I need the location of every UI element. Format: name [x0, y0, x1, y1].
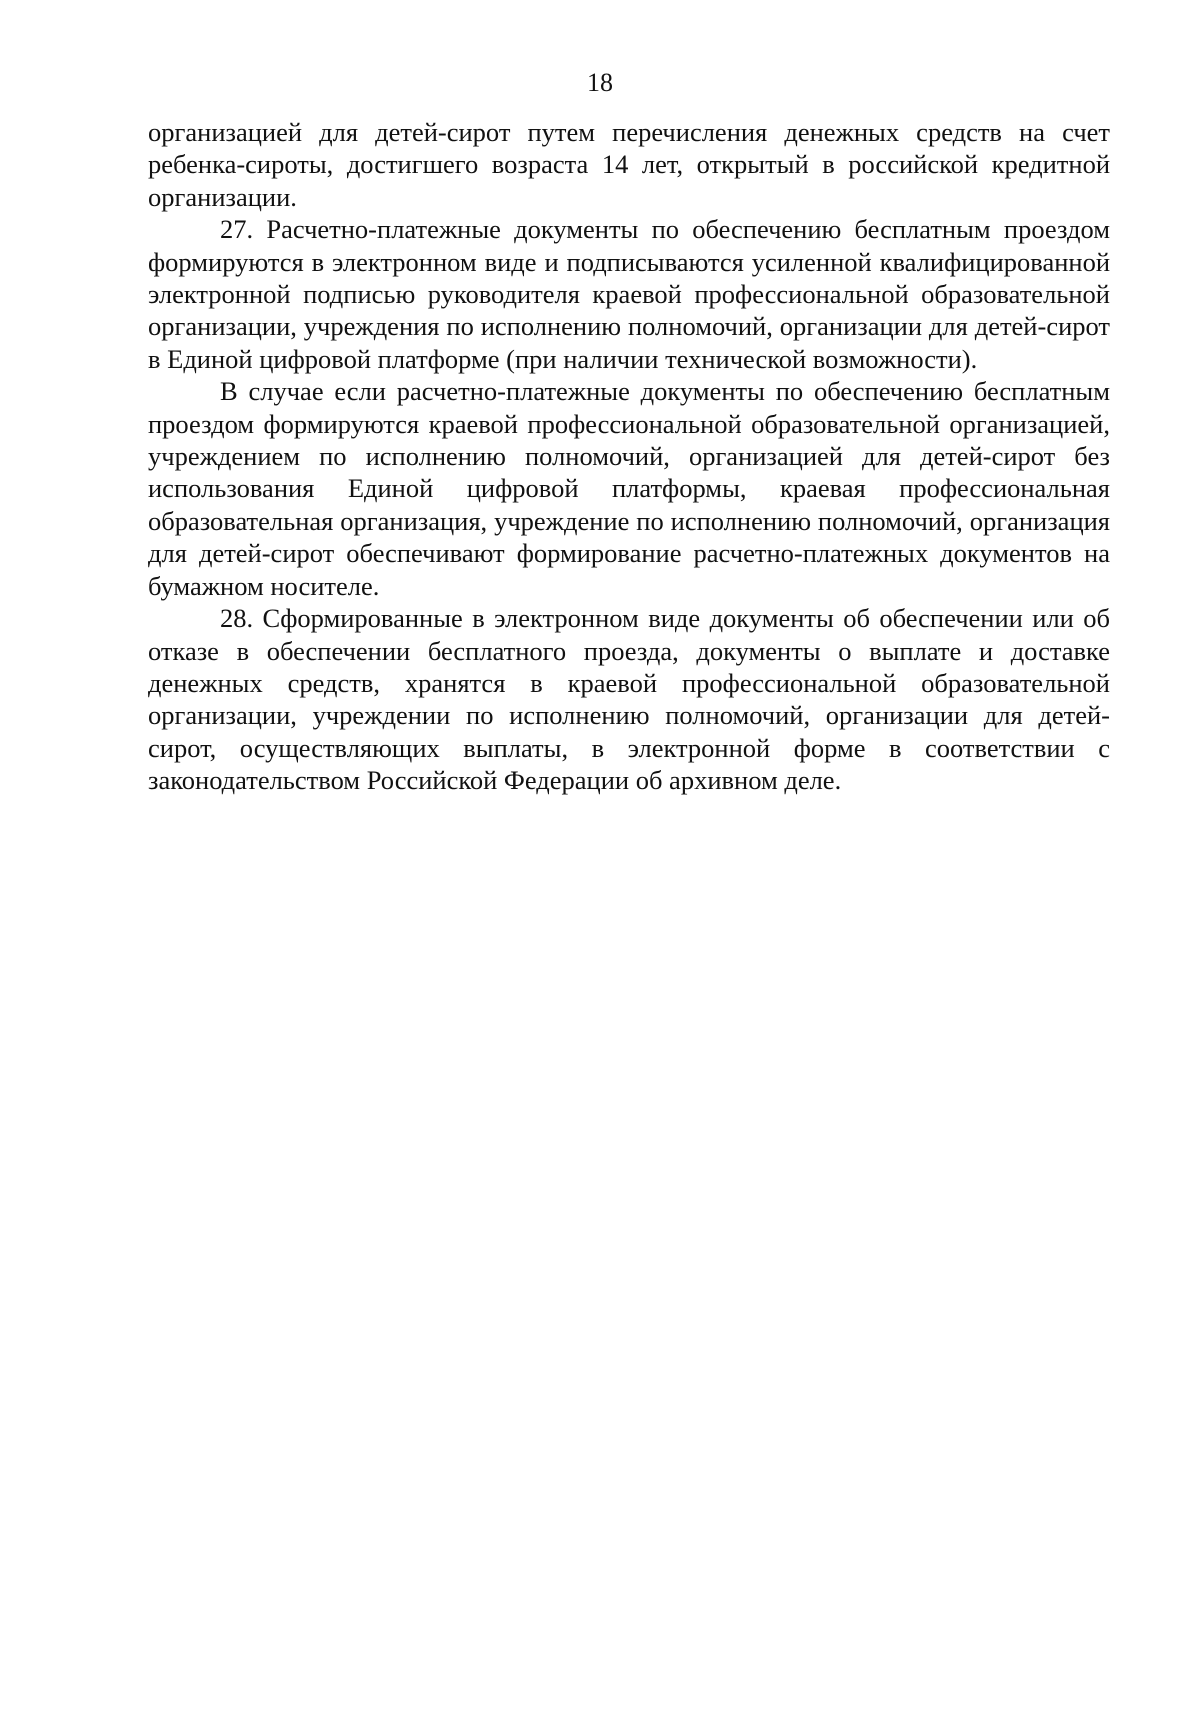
page-number: 18 — [587, 68, 613, 97]
paragraph-item-28: 28. Сформированные в электронном виде документы об обеспечении или об отказе в обеспечении бесплатного проезда, документы о выплате и доставке денежных средств, хранятся в краевой профессиональной образовательной организации, учреждении по исполнению полномочий, организации для детей-сирот, осуществляющих выплаты, в электронной форме в соответствии с законодательством Российской Федерации об архивном деле. — [148, 603, 1110, 796]
paragraph-continuation: организацией для детей-сирот путем перечисления денежных средств на счет ребенка-сироты, достигшего возраста 14 лет, открытый в российской кредитной организации. — [148, 117, 1110, 212]
paragraph-item-27-note: В случае если расчетно-платежные документы по обеспечению бесплатным проездом формируются краевой профессиональной образовательной организацией, учреждением по исполнению полномочий, организацией для детей-сирот без использования Единой цифровой платформы, краевая профессиональная образовательная организация, учреждение по исполнению полномочий, организация для детей-сирот обеспечивают формирование расчетно-платежных документов на бумажном носителе. — [148, 376, 1110, 601]
document-body — [148, 116, 1110, 797]
paragraph-item-27: 27. Расчетно-платежные документы по обеспечению бесплатным проездом формируются в электронном виде и подписываются усиленной квалифицированной электронной подписью руководителя краевой профессиональной образовательной организации, учреждения по исполнению полномочий, организации для детей-сирот в Единой цифровой платформе (при наличии технической возможности). — [148, 214, 1110, 374]
